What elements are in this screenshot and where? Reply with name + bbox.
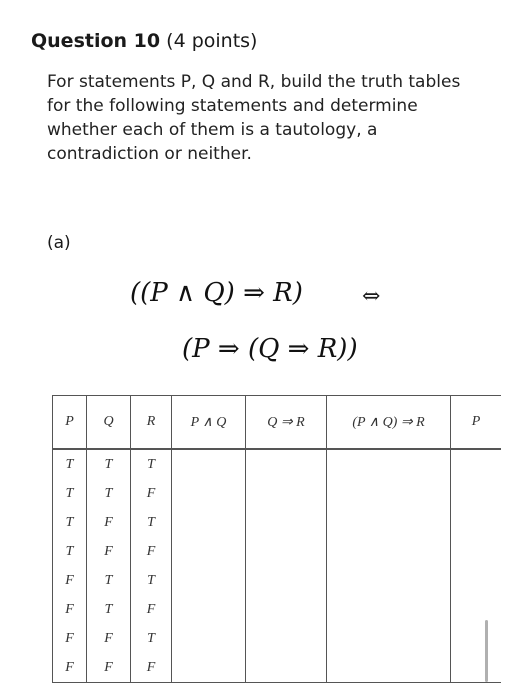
answer-cell[interactable] (172, 449, 246, 479)
truth-value-cell: T (87, 566, 131, 595)
answer-cell[interactable] (246, 566, 327, 595)
answer-cell[interactable] (172, 566, 246, 595)
col-header-q: Q (87, 396, 131, 450)
question-header (31, 30, 257, 52)
truth-value-cell: F (87, 537, 131, 566)
answer-cell[interactable] (246, 653, 327, 683)
answer-cell[interactable] (246, 537, 327, 566)
table-row (53, 595, 502, 624)
answer-cell[interactable] (451, 479, 502, 508)
truth-table-body (53, 449, 502, 683)
truth-value-cell: T (87, 449, 131, 479)
truth-value-cell: T (131, 449, 172, 479)
answer-cell[interactable] (327, 449, 451, 479)
answer-cell[interactable] (327, 566, 451, 595)
table-row (53, 508, 502, 537)
answer-cell[interactable] (451, 537, 502, 566)
truth-value-cell: T (87, 595, 131, 624)
answer-cell[interactable] (327, 537, 451, 566)
answer-cell[interactable] (327, 624, 451, 653)
answer-cell[interactable] (451, 595, 502, 624)
answer-cell[interactable] (246, 624, 327, 653)
table-row (53, 653, 502, 683)
col-header-p: P (53, 396, 87, 450)
truth-value-cell: F (87, 653, 131, 683)
answer-cell[interactable] (451, 624, 502, 653)
truth-value-cell: T (131, 624, 172, 653)
truth-value-cell: T (131, 508, 172, 537)
question-points: (4 points) (166, 30, 258, 52)
truth-value-cell: F (131, 479, 172, 508)
answer-cell[interactable] (451, 508, 502, 537)
truth-value-cell: F (131, 595, 172, 624)
truth-value-cell: F (131, 537, 172, 566)
truth-value-cell: F (53, 595, 87, 624)
truth-table-header-row (53, 396, 502, 450)
answer-cell[interactable] (451, 653, 502, 683)
iff-symbol: ⇔ (362, 284, 381, 309)
answer-cell[interactable] (451, 566, 502, 595)
table-row (53, 479, 502, 508)
answer-cell[interactable] (172, 595, 246, 624)
answer-cell[interactable] (327, 595, 451, 624)
truth-value-cell: T (131, 566, 172, 595)
question-prompt: For statements P, Q and R, build the truth tables for the following statements and determine whether each of them is a tautology, a contradiction or neither. (47, 72, 461, 164)
scrollbar[interactable] (485, 620, 488, 682)
formula-line-1: ((P ∧ Q) ⇒ R) (130, 278, 303, 308)
truth-value-cell: T (87, 479, 131, 508)
truth-value-cell: F (87, 624, 131, 653)
truth-value-cell: T (53, 479, 87, 508)
answer-cell[interactable] (327, 653, 451, 683)
answer-cell[interactable] (172, 624, 246, 653)
answer-cell[interactable] (451, 449, 502, 479)
truth-value-cell: F (131, 653, 172, 683)
truth-value-cell: T (53, 508, 87, 537)
answer-cell[interactable] (246, 449, 327, 479)
answer-cell[interactable] (327, 508, 451, 537)
col-header-p-and-q: P ∧ Q (172, 396, 246, 450)
truth-value-cell: T (53, 449, 87, 479)
table-row (53, 566, 502, 595)
part-label: (a) (47, 233, 71, 253)
answer-cell[interactable] (246, 508, 327, 537)
table-row (53, 449, 502, 479)
truth-value-cell: F (53, 566, 87, 595)
table-row (53, 624, 502, 653)
answer-cell[interactable] (246, 479, 327, 508)
truth-value-cell: F (53, 624, 87, 653)
truth-table (52, 395, 501, 683)
answer-cell[interactable] (172, 537, 246, 566)
col-header-q-implies-r: Q ⇒ R (246, 396, 327, 450)
truth-value-cell: F (87, 508, 131, 537)
table-row (53, 537, 502, 566)
col-header-p-second: P (451, 396, 502, 450)
answer-cell[interactable] (172, 479, 246, 508)
col-header-r: R (131, 396, 172, 450)
answer-cell[interactable] (172, 508, 246, 537)
col-header-p-and-q-implies-r: (P ∧ Q) ⇒ R (327, 396, 451, 450)
answer-cell[interactable] (327, 479, 451, 508)
answer-cell[interactable] (172, 653, 246, 683)
truth-value-cell: T (53, 537, 87, 566)
truth-value-cell: F (53, 653, 87, 683)
formula-line-2: (P ⇒ (Q ⇒ R)) (182, 334, 358, 364)
question-title: Question 10 (31, 30, 161, 52)
answer-cell[interactable] (246, 595, 327, 624)
